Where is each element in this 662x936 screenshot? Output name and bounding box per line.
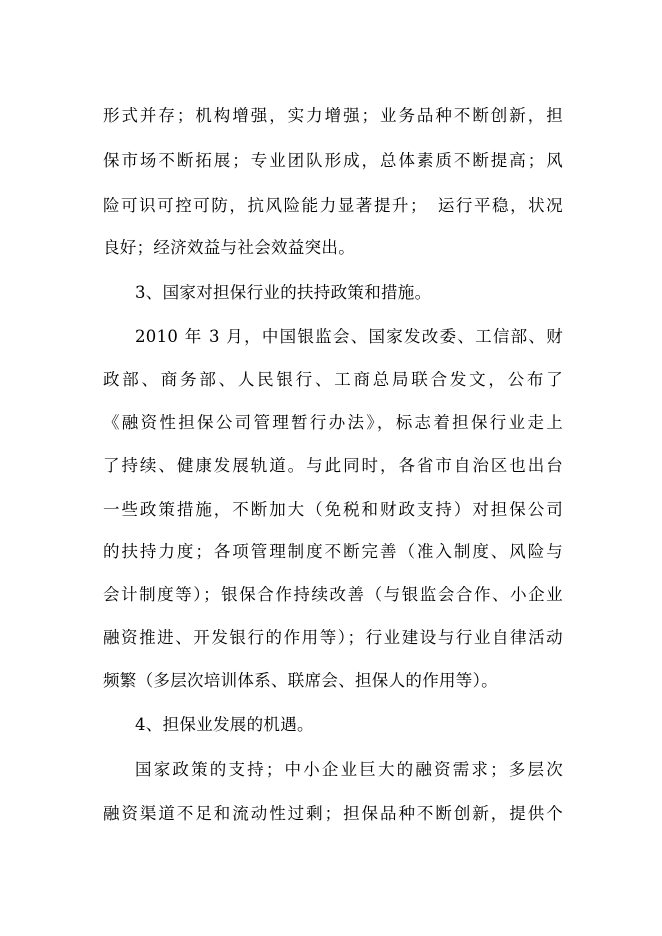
paragraph-line-4: 良好；经济效益与社会效益突出。 bbox=[103, 238, 355, 257]
paragraph-line-13: 频繁（多层次培训体系、联席会、担保人的作用等）。 bbox=[103, 671, 498, 690]
paragraph-line-14: 国家政策的支持；中小企业巨大的融资需求；多层次 bbox=[135, 760, 563, 779]
paragraph-line-7: 《融资性担保公司管理暂行办法》，标志着担保行业走上 bbox=[103, 413, 563, 432]
paragraph-line-10: 的扶持力度；各项管理制度不断完善（准入制度、风险与 bbox=[103, 542, 563, 561]
paragraph-line-1: 形式并存；机构增强，实力增强；业务品种不断创新，担 bbox=[103, 106, 563, 125]
paragraph-line-5: 2010 年 3 月，中国银监会、国家发改委、工信部、财 bbox=[135, 327, 563, 346]
paragraph-line-15: 融资渠道不足和流动性过剩；担保品种不断创新，提供个 bbox=[103, 804, 563, 823]
paragraph-line-9: 一些政策措施，不断加大（免税和财政支持）对担保公司 bbox=[103, 500, 563, 519]
section-heading-4: 4、担保业发展的机遇。 bbox=[135, 715, 314, 734]
section-heading-3: 3、国家对担保行业的扶持政策和措施。 bbox=[135, 283, 432, 302]
paragraph-line-12: 融资推进、开发银行的作用等）；行业建设与行业自律活动 bbox=[103, 628, 563, 647]
paragraph-line-8: 了持续、健康发展轨道。与此同时，各省市自治区也出台 bbox=[103, 456, 563, 475]
paragraph-line-6: 政部、商务部、人民银行、工商总局联合发文，公布了 bbox=[103, 370, 563, 389]
paragraph-line-11: 会计制度等）；银保合作持续改善（与银监会合作、小企业 bbox=[103, 585, 563, 604]
paragraph-line-3: 险可识可控可防，抗风险能力显著提升； 运行平稳，状况 bbox=[103, 196, 563, 215]
paragraph-line-2: 保市场不断拓展；专业团队形成，总体素质不断提高；风 bbox=[103, 151, 563, 170]
